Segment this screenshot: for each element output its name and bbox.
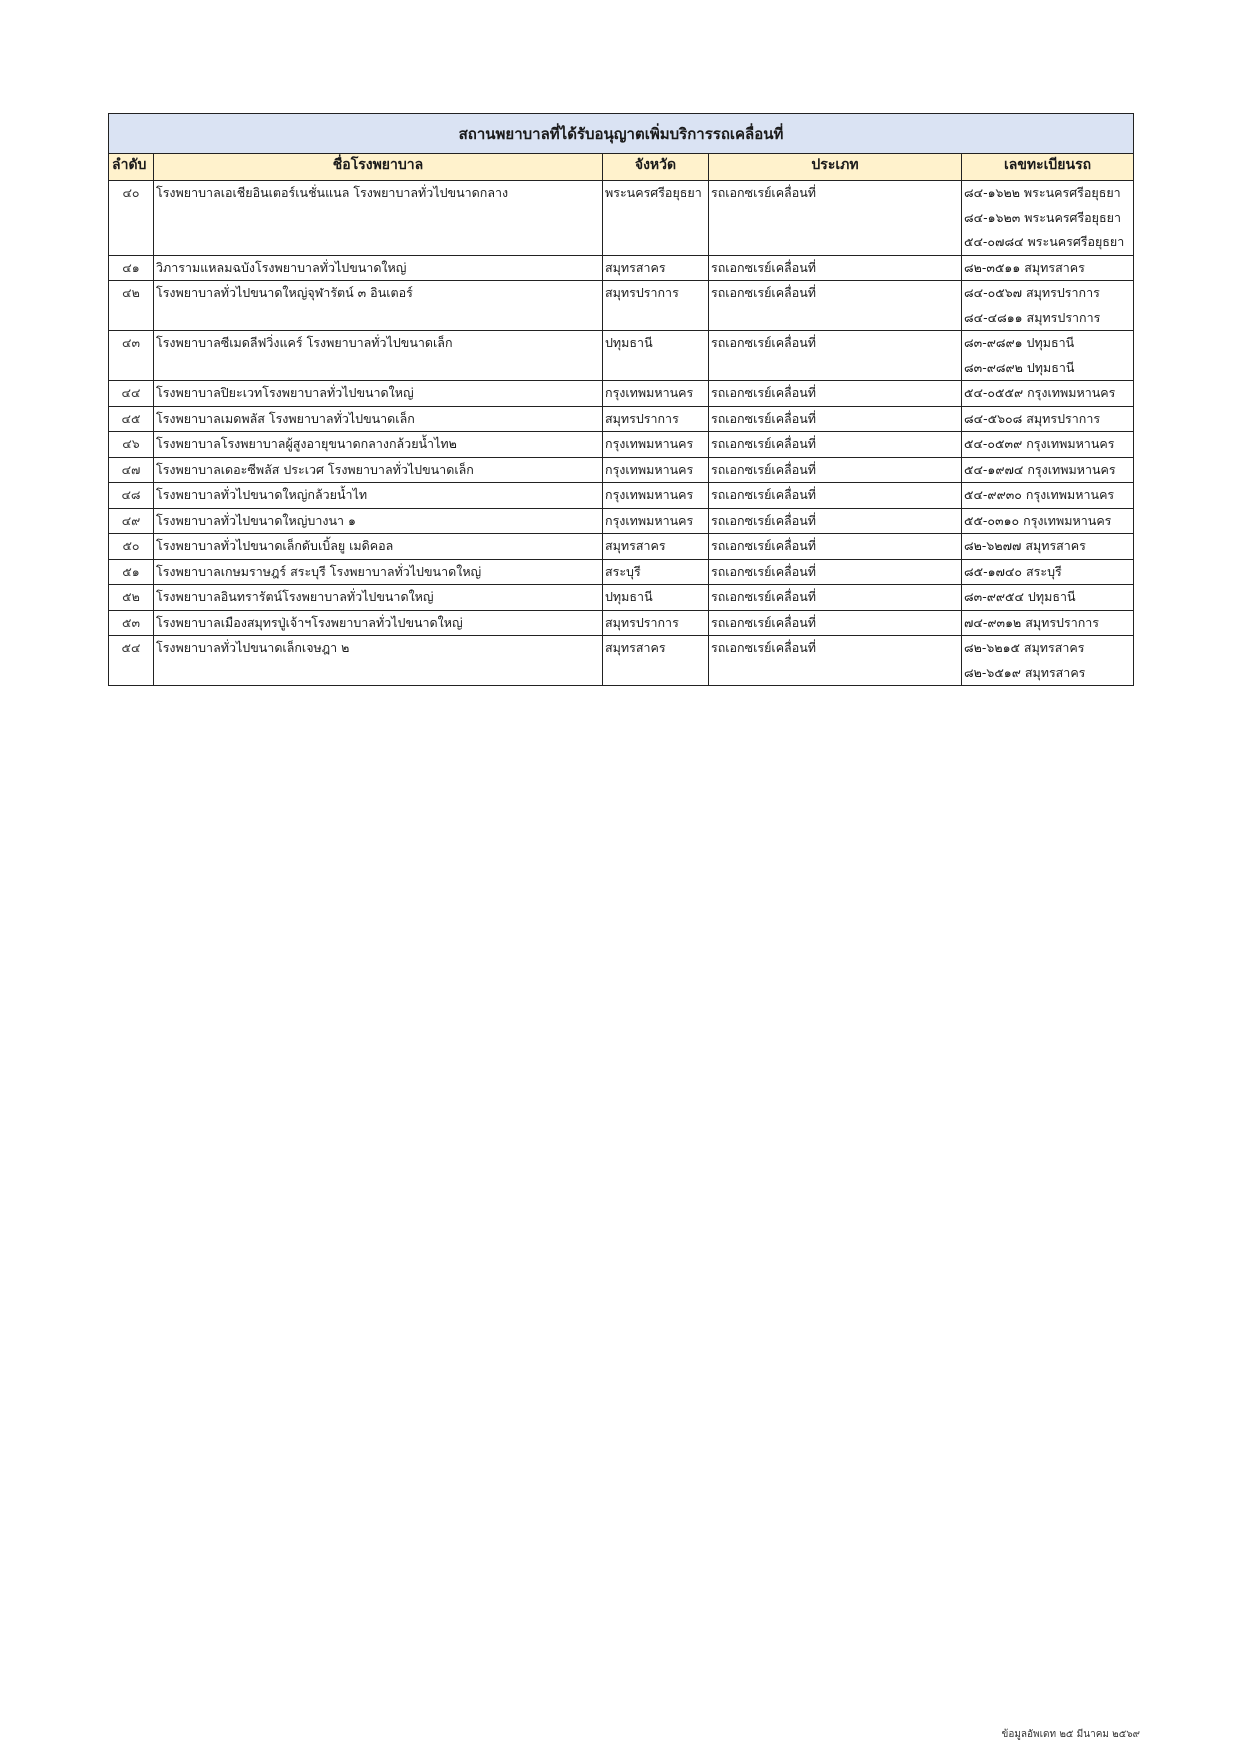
plate-cell <box>962 457 1134 483</box>
row-number-cell <box>109 381 154 407</box>
row-number-cell-text: ๔๔ <box>121 385 141 400</box>
row-number-cell-text: ๔๙ <box>121 512 141 528</box>
province-cell <box>603 610 709 636</box>
plate-number: ๘๔-๐๕๖๗ สมุทรปราการ <box>964 285 1100 300</box>
province-cell-text: ปทุมธานี <box>605 589 653 604</box>
table-row <box>109 483 1134 509</box>
column-header-province: จังหวัด <box>603 154 709 181</box>
hospital-name-cell <box>154 331 603 381</box>
table-row <box>109 255 1134 281</box>
plate-number: ๘๒-๖๒๑๕ สมุทรสาคร <box>964 640 1085 655</box>
province-cell <box>603 281 709 331</box>
table-row <box>109 585 1134 611</box>
line-spacer <box>111 306 151 331</box>
row-number-cell-text: ๕๒ <box>122 589 140 604</box>
hospital-table <box>108 113 1134 686</box>
province-cell-text: กรุงเทพมหานคร <box>605 385 694 400</box>
row-number-cell <box>109 255 154 281</box>
plate-number: ๕๔-๐๗๘๔ พระนครศรีอยุธยา <box>964 234 1125 249</box>
hospital-name-cell <box>154 585 603 611</box>
row-number-cell <box>109 508 154 534</box>
line-spacer <box>156 306 600 331</box>
row-number-cell-text: ๕๓ <box>121 614 140 630</box>
hospital-name-cell <box>154 406 603 432</box>
plate-cell <box>962 483 1134 509</box>
hospital-name-cell-text: โรงพยาบาลเอเชียอินเตอร์เนชั่นแนล โรงพยาบาลทั่วไปขนาดกลาง <box>156 185 509 200</box>
hospital-name-cell <box>154 483 603 509</box>
line-spacer <box>711 306 959 331</box>
line-spacer <box>605 306 706 331</box>
province-cell <box>603 331 709 381</box>
type-cell <box>709 585 962 611</box>
row-number-cell <box>109 181 154 256</box>
hospital-name-cell-text: โรงพยาบาลทั่วไปขนาดใหญ่จุฬารัตน์ ๓ อินเตอร์ <box>156 285 413 300</box>
line-spacer <box>111 206 151 231</box>
type-cell <box>709 508 962 534</box>
row-number-cell <box>109 331 154 381</box>
province-cell-text: กรุงเทพมหานคร <box>605 512 694 528</box>
table-row <box>109 432 1134 458</box>
plate-cell <box>962 610 1134 636</box>
column-header-row <box>109 154 1134 181</box>
plate-cell <box>962 255 1134 281</box>
province-cell-text: กรุงเทพมหานคร <box>605 461 694 477</box>
province-cell-text: สมุทรสาคร <box>605 640 666 655</box>
plate-number: ๘๒-๓๕๑๑ สมุทรสาคร <box>964 259 1085 275</box>
column-header-plates: เลขทะเบียนรถ <box>962 154 1134 181</box>
table-row <box>109 457 1134 483</box>
type-cell <box>709 457 962 483</box>
table-row <box>109 610 1134 636</box>
province-cell <box>603 534 709 560</box>
row-number-cell <box>109 559 154 585</box>
province-cell-text: กรุงเทพมหานคร <box>605 436 694 451</box>
province-cell <box>603 636 709 686</box>
row-number-cell-text: ๔๑ <box>122 259 140 275</box>
line-spacer <box>111 356 151 381</box>
row-number-cell <box>109 483 154 509</box>
hospital-name-cell-text: โรงพยาบาลโรงพยาบาลผู้สูงอายุขนาดกลางกล้วยน้ำไท๒ <box>156 436 457 451</box>
type-cell <box>709 559 962 585</box>
type-cell-text: รถเอกซเรย์เคลื่อนที่ <box>711 335 817 350</box>
plate-number: ๕๔-๐๕๓๙ กรุงเทพมหานคร <box>964 436 1115 451</box>
province-cell <box>603 483 709 509</box>
plate-cell <box>962 508 1134 534</box>
hospital-name-cell-text: โรงพยาบาลเมดพลัส โรงพยาบาลทั่วไปขนาดเล็ก <box>156 410 415 426</box>
province-cell <box>603 181 709 256</box>
table-title: สถานพยาบาลที่ได้รับอนุญาตเพิ่มบริการรถเคลื่อนที่ <box>109 114 1134 154</box>
line-spacer <box>156 230 600 255</box>
type-cell-text: รถเอกซเรย์เคลื่อนที่ <box>711 461 817 477</box>
table-row <box>109 331 1134 381</box>
type-cell-text: รถเอกซเรย์เคลื่อนที่ <box>711 285 817 300</box>
plate-number: ๘๕-๑๗๔๐ สระบุรี <box>964 563 1062 579</box>
column-header-type: ประเภท <box>709 154 962 181</box>
row-number-cell-text: ๔๗ <box>121 461 141 477</box>
type-cell <box>709 181 962 256</box>
type-cell-text: รถเอกซเรย์เคลื่อนที่ <box>711 640 817 655</box>
hospital-name-cell <box>154 636 603 686</box>
hospital-name-cell <box>154 610 603 636</box>
hospital-name-cell-text: โรงพยาบาลปิยะเวทโรงพยาบาลทั่วไปขนาดใหญ่ <box>156 385 414 400</box>
type-cell-text: รถเอกซเรย์เคลื่อนที่ <box>711 259 817 275</box>
plate-cell <box>962 281 1134 331</box>
province-cell-text: สมุทรปราการ <box>605 614 679 630</box>
line-spacer <box>605 206 706 231</box>
plate-cell <box>962 636 1134 686</box>
row-number-cell-text: ๔๖ <box>122 436 140 451</box>
table-body <box>109 181 1134 686</box>
line-spacer <box>156 356 600 381</box>
hospital-name-cell <box>154 534 603 560</box>
type-cell-text: รถเอกซเรย์เคลื่อนที่ <box>711 589 817 604</box>
line-spacer <box>605 230 706 255</box>
plate-number: ๘๓-๙๘๙๒ ปทุมธานี <box>964 359 1075 375</box>
row-number-cell <box>109 610 154 636</box>
line-spacer <box>605 661 706 686</box>
hospital-name-cell-text: โรงพยาบาลเกษมราษฎร์ สระบุรี โรงพยาบาลทั่วไปขนาดใหญ่ <box>156 563 482 579</box>
hospital-name-cell-text: โรงพยาบาลเดอะซีพลัส ประเวศ โรงพยาบาลทั่วไปขนาดเล็ก <box>156 461 474 477</box>
type-cell <box>709 636 962 686</box>
type-cell-text: รถเอกซเรย์เคลื่อนที่ <box>711 436 817 451</box>
plate-cell <box>962 181 1134 256</box>
hospital-name-cell-text: โรงพยาบาลทั่วไปขนาดเล็กดับเบิ้ลยู เมดิคอล <box>156 538 394 553</box>
table-row <box>109 381 1134 407</box>
plate-number: ๕๔-๙๙๓๐ กรุงเทพมหานคร <box>964 487 1115 502</box>
column-header-no: ลำดับ <box>109 154 154 181</box>
hospital-name-cell-text: โรงพยาบาลทั่วไปขนาดใหญ่บางนา ๑ <box>156 512 356 528</box>
row-number-cell-text: ๔๓ <box>121 335 140 350</box>
plate-cell <box>962 585 1134 611</box>
province-cell-text: สระบุรี <box>605 563 641 579</box>
province-cell-text: กรุงเทพมหานคร <box>605 487 694 502</box>
province-cell <box>603 432 709 458</box>
plate-number: ๕๔-๐๕๕๙ กรุงเทพมหานคร <box>964 385 1116 400</box>
plate-number: ๘๔-๔๘๑๑ สมุทรปราการ <box>964 309 1101 325</box>
row-number-cell-text: ๔๘ <box>121 487 141 502</box>
plate-cell <box>962 331 1134 381</box>
province-cell-text: สมุทรปราการ <box>605 410 679 426</box>
type-cell <box>709 406 962 432</box>
plate-number: ๘๓-๙๙๕๔ ปทุมธานี <box>964 589 1076 604</box>
plate-number: ๘๓-๙๘๙๑ ปทุมธานี <box>964 335 1075 350</box>
type-cell <box>709 331 962 381</box>
plate-number: ๘๒-๖๕๑๙ สมุทรสาคร <box>964 664 1086 680</box>
type-cell <box>709 432 962 458</box>
row-number-cell <box>109 636 154 686</box>
row-number-cell-text: ๕๐ <box>122 538 140 553</box>
type-cell <box>709 255 962 281</box>
province-cell <box>603 508 709 534</box>
plate-cell <box>962 559 1134 585</box>
province-cell <box>603 381 709 407</box>
row-number-cell-text: ๕๔ <box>121 640 141 655</box>
line-spacer <box>156 206 600 231</box>
type-cell <box>709 534 962 560</box>
type-cell <box>709 281 962 331</box>
plate-number: ๗๔-๙๓๑๒ สมุทรปราการ <box>964 614 1100 630</box>
type-cell-text: รถเอกซเรย์เคลื่อนที่ <box>711 410 817 426</box>
hospital-name-cell-text: วิภารามแหลมฉบังโรงพยาบาลทั่วไปขนาดใหญ่ <box>156 259 407 275</box>
type-cell-text: รถเอกซเรย์เคลื่อนที่ <box>711 185 817 200</box>
line-spacer <box>711 356 959 381</box>
province-cell-text: สมุทรสาคร <box>605 259 666 275</box>
hospital-name-cell <box>154 432 603 458</box>
type-cell <box>709 381 962 407</box>
type-cell-text: รถเอกซเรย์เคลื่อนที่ <box>711 512 817 528</box>
province-cell-text: ปทุมธานี <box>605 335 653 350</box>
row-number-cell <box>109 534 154 560</box>
row-number-cell <box>109 585 154 611</box>
update-note: ข้อมูลอัพเดท ๒๕ มีนาคม ๒๕๖๙ <box>1001 1729 1140 1740</box>
province-cell <box>603 559 709 585</box>
type-cell <box>709 610 962 636</box>
plate-number: ๘๔-๑๖๒๓ พระนครศรีอยุธยา <box>964 209 1121 225</box>
hospital-name-cell <box>154 559 603 585</box>
plate-number: ๘๔-๕๖๐๘ สมุทรปราการ <box>964 410 1101 426</box>
hospital-name-cell-text: โรงพยาบาลทั่วไปขนาดเล็กเจษฎา ๒ <box>156 640 350 655</box>
hospital-name-cell <box>154 281 603 331</box>
table-row <box>109 181 1134 256</box>
province-cell-text: พระนครศรีอยุธยา <box>605 185 702 200</box>
table-row <box>109 281 1134 331</box>
row-number-cell <box>109 457 154 483</box>
line-spacer <box>711 206 959 231</box>
type-cell-text: รถเอกซเรย์เคลื่อนที่ <box>711 538 817 553</box>
table-row <box>109 636 1134 686</box>
line-spacer <box>711 230 959 255</box>
row-number-cell-text: ๔๒ <box>122 285 140 300</box>
province-cell <box>603 255 709 281</box>
hospital-name-cell-text: โรงพยาบาลซีเมดลีฟวิ่งแคร์ โรงพยาบาลทั่วไปขนาดเล็ก <box>156 335 453 350</box>
type-cell <box>709 483 962 509</box>
line-spacer <box>156 661 600 686</box>
hospital-name-cell <box>154 381 603 407</box>
type-cell-text: รถเอกซเรย์เคลื่อนที่ <box>711 385 817 400</box>
type-cell-text: รถเอกซเรย์เคลื่อนที่ <box>711 614 817 630</box>
plate-cell <box>962 534 1134 560</box>
hospital-name-cell <box>154 457 603 483</box>
hospital-name-cell <box>154 181 603 256</box>
plate-cell <box>962 381 1134 407</box>
line-spacer <box>711 661 959 686</box>
province-cell <box>603 585 709 611</box>
plate-number: ๕๔-๑๙๗๔ กรุงเทพมหานคร <box>964 461 1116 477</box>
line-spacer <box>111 230 151 255</box>
hospital-name-cell <box>154 508 603 534</box>
province-cell-text: สมุทรสาคร <box>605 538 666 553</box>
hospital-name-cell <box>154 255 603 281</box>
column-header-name: ชื่อโรงพยาบาล <box>154 154 603 181</box>
hospital-name-cell-text: โรงพยาบาลเมืองสมุทรปู่เจ้าฯโรงพยาบาลทั่วไปขนาดใหญ่ <box>156 614 463 630</box>
plate-cell <box>962 432 1134 458</box>
plate-number: ๕๕-๐๓๑๐ กรุงเทพมหานคร <box>964 512 1112 528</box>
province-cell <box>603 406 709 432</box>
hospital-name-cell-text: โรงพยาบาลอินทรารัตน์โรงพยาบาลทั่วไปขนาดใหญ่ <box>156 589 434 604</box>
row-number-cell <box>109 281 154 331</box>
plate-number: ๘๒-๖๒๗๗ สมุทรสาคร <box>964 538 1086 553</box>
plate-number: ๘๔-๑๖๒๒ พระนครศรีอยุธยา <box>964 185 1121 200</box>
table-row <box>109 534 1134 560</box>
type-cell-text: รถเอกซเรย์เคลื่อนที่ <box>711 563 817 579</box>
plate-cell <box>962 406 1134 432</box>
row-number-cell <box>109 432 154 458</box>
row-number-cell-text: ๕๑ <box>122 563 140 579</box>
type-cell-text: รถเอกซเรย์เคลื่อนที่ <box>711 487 817 502</box>
table-row <box>109 508 1134 534</box>
table-row <box>109 559 1134 585</box>
province-cell <box>603 457 709 483</box>
line-spacer <box>111 661 151 686</box>
line-spacer <box>605 356 706 381</box>
row-number-cell-text: ๔๕ <box>121 410 141 426</box>
hospital-name-cell-text: โรงพยาบาลทั่วไปขนาดใหญ่กล้วยน้ำไท <box>156 487 368 502</box>
province-cell-text: สมุทรปราการ <box>605 285 679 300</box>
row-number-cell <box>109 406 154 432</box>
table-row <box>109 406 1134 432</box>
row-number-cell-text: ๔๐ <box>122 185 140 200</box>
